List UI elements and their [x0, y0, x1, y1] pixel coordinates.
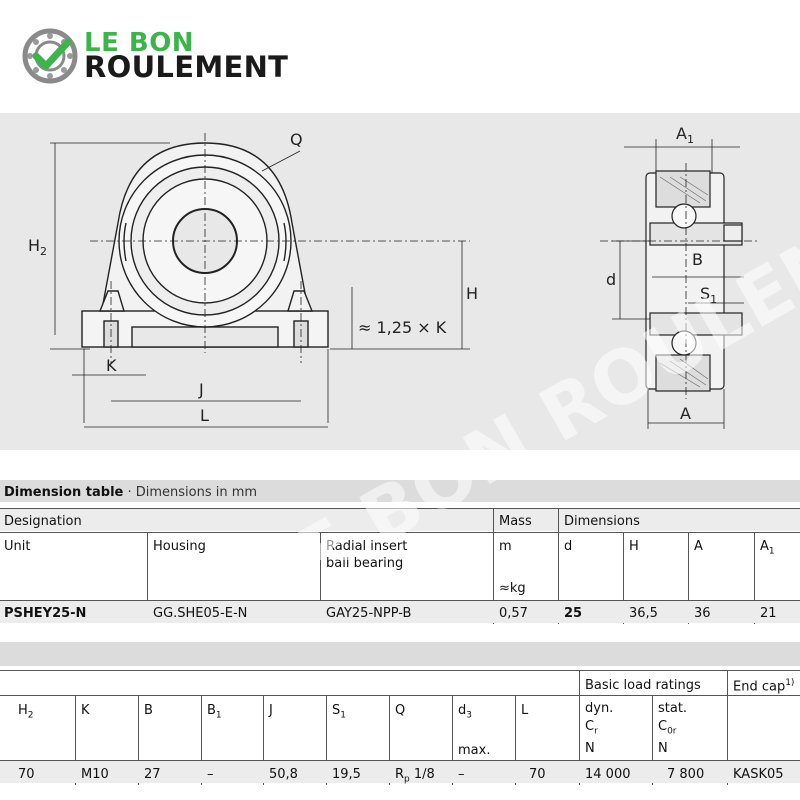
col-q: Q	[395, 703, 406, 718]
col-l: L	[521, 703, 529, 718]
label-k: K	[106, 356, 117, 375]
label-b: B	[692, 250, 703, 269]
divider	[0, 532, 800, 533]
col-n2: N	[658, 741, 668, 756]
col-radial-1: Radial insert	[326, 539, 408, 554]
brand-line-1: LE BON	[84, 28, 195, 58]
col-c0r: $C_{0r}$	[658, 719, 677, 737]
label-d: d	[606, 270, 617, 289]
col-stat: stat.	[658, 701, 688, 716]
row-mass: 0,57	[499, 606, 528, 621]
bearing-check-icon	[22, 28, 78, 84]
col-n1: N	[585, 741, 595, 756]
label-q: Q	[290, 130, 303, 149]
col-unit: Unit	[4, 539, 31, 554]
col-a1: $A_1$	[760, 539, 775, 557]
row2-h2: 70	[18, 767, 35, 782]
header-stripe	[0, 509, 800, 531]
row-h: 36,5	[629, 606, 658, 621]
col-s1: $S_1$	[332, 703, 346, 721]
col-cr: $C_r$	[585, 719, 598, 737]
col-h: H	[629, 539, 639, 554]
row2-b: 27	[144, 767, 161, 782]
col-dimensions: Dimensions	[564, 514, 640, 529]
side-view	[646, 171, 742, 391]
col-b: B	[144, 703, 153, 718]
divider	[0, 670, 800, 671]
brand-line-2: ROULEMENT	[84, 50, 289, 84]
col-j: J	[269, 703, 273, 718]
row-bearing: GAY25-NPP-B	[326, 606, 412, 621]
divider	[147, 532, 148, 600]
label-a1: $A_1$	[676, 124, 694, 146]
label-h2: $H_2$	[28, 236, 48, 258]
label-a: A	[680, 404, 691, 423]
table1-title: Dimension table · Dimensions in mm	[4, 485, 258, 500]
row2-j: 50,8	[269, 767, 298, 782]
row2-l: 70	[529, 767, 546, 782]
row2-endcap: KASK05	[733, 767, 784, 782]
col-a: A	[694, 539, 703, 554]
col-m: m	[499, 539, 512, 554]
row-a1: 21	[760, 606, 777, 621]
row2-s1: 19,5	[332, 767, 361, 782]
divider	[0, 695, 800, 696]
divider	[320, 532, 321, 600]
row2-q: $R_p$ 1/8	[395, 767, 435, 785]
table2-bar	[0, 642, 800, 666]
row2-c0r: 7 800	[667, 767, 705, 782]
row2-k: M10	[81, 767, 109, 782]
row2-b1: –	[207, 767, 214, 782]
row-a: 36	[694, 606, 711, 621]
col-h2: $H_2$	[18, 703, 34, 721]
technical-drawing	[0, 113, 800, 450]
col-designation: Designation	[4, 514, 82, 529]
table1-title-bar	[0, 480, 800, 502]
row2-cr: 14 000	[585, 767, 631, 782]
col-basic: Basic load ratings	[585, 678, 701, 693]
label-j: J	[199, 380, 204, 399]
col-b1: $B_1$	[207, 703, 222, 721]
label-s1: $S_1$	[700, 284, 718, 306]
col-endcap: End cap$^{1)}$	[733, 678, 795, 695]
row-unit: PSHEY25-N	[4, 606, 87, 621]
drawing-svg	[0, 113, 800, 450]
col-kg: ≈kg	[499, 581, 526, 596]
col-housing: Housing	[153, 539, 206, 554]
col-mass: Mass	[499, 514, 532, 529]
row-d: 25	[564, 606, 583, 621]
col-k: K	[81, 703, 90, 718]
row-housing: GG.SHE05-E-N	[153, 606, 248, 621]
label-l: L	[200, 406, 209, 425]
col-radial-2: ball bearing	[326, 556, 404, 571]
col-d: d	[564, 539, 573, 554]
col-dyn: dyn.	[585, 701, 614, 716]
label-approx: ≈ 1,25 × K	[358, 318, 447, 337]
label-h: H	[466, 284, 479, 303]
col-max: max.	[458, 743, 491, 758]
row2-d3: –	[458, 767, 465, 782]
header	[0, 0, 800, 113]
col-d3: $d_3$	[458, 703, 472, 721]
